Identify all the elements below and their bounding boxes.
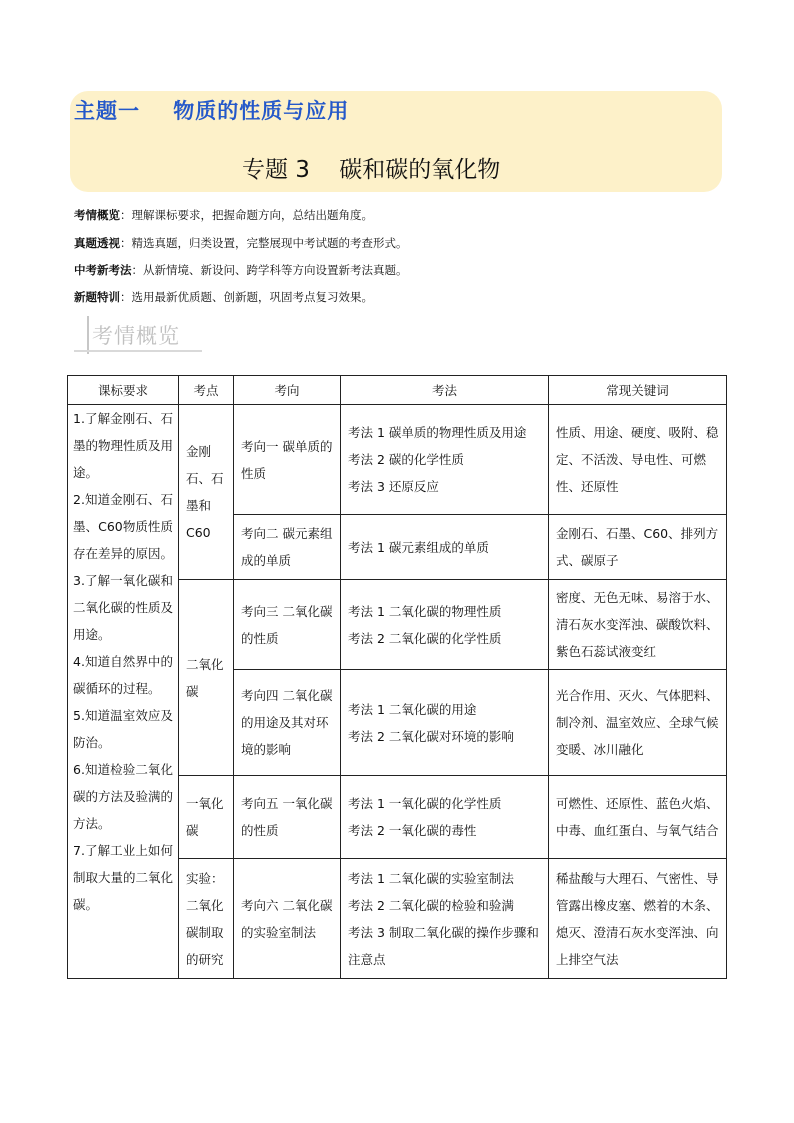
method-item: 考法 1 二氧化碳的物理性质 — [348, 603, 502, 619]
method-item: 考法 1 一氧化碳的化学性质 — [348, 796, 502, 811]
keywords-cell: 金刚石、石墨、C60、排列方式、碳原子 — [549, 515, 727, 580]
method-item: 考法 1 二氧化碳的实验室制法 — [348, 870, 514, 886]
section-heading-text: 考情概览 — [92, 324, 180, 348]
section-heading — [74, 316, 204, 356]
method-item: 考法 1 碳单质的物理性质及用途 — [348, 425, 527, 440]
methods-cell — [341, 776, 549, 859]
point-cell: 二氧化碳 — [179, 580, 234, 776]
methods-cell — [341, 515, 549, 580]
requirement-item: 2.知道金刚石、石墨、C60物质性质存在差异的原因。 — [73, 492, 174, 561]
header-cell: 课标要求 — [68, 376, 179, 405]
point-cell: 一氧化碳 — [179, 776, 234, 859]
point-cell: 金刚石、石墨和C60 — [179, 405, 234, 580]
direction-cell: 考向一 碳单质的性质 — [234, 405, 341, 515]
requirement-item: 3.了解一氧化碳和二氧化碳的性质及用途。 — [73, 573, 174, 642]
method-item: 考法 2 碳的化学性质 — [348, 452, 464, 467]
table-header-row — [68, 376, 727, 405]
header-cell: 考点 — [179, 376, 234, 405]
intro-line-1: 考情概览：理解课标要求，把握命题方向，总结出题角度。 — [74, 208, 373, 222]
section-heading-hbar — [74, 350, 202, 352]
method-item: 考法 2 二氧化碳对环境的影响 — [348, 728, 514, 744]
keywords-cell: 光合作用、灭火、气体肥料、制冷剂、温室效应、全球气候变暖、冰川融化 — [549, 670, 727, 776]
requirement-item: 7.了解工业上如何制取大量的二氧化碳。 — [73, 843, 174, 912]
keywords-cell: 稀盐酸与大理石、气密性、导管露出橡皮塞、燃着的木条、熄灭、澄清石灰水变浑浊、向上排空气法 — [549, 859, 727, 979]
requirement-item: 6.知道检验二氧化碳的方法及验满的方法。 — [73, 762, 174, 831]
method-item: 考法 2 二氧化碳的化学性质 — [348, 630, 502, 646]
method-item: 考法 3 还原反应 — [348, 479, 439, 494]
direction-cell: 考向三 二氧化碳的性质 — [234, 580, 341, 670]
topic-title: 专题 3 碳和碳的氧化物 — [242, 157, 501, 183]
section-heading-vbar — [87, 316, 89, 354]
requirement-item: 1.了解金刚石、石墨的物理性质及用途。 — [73, 411, 174, 480]
requirement-item: 5.知道温室效应及防治。 — [73, 708, 173, 750]
method-item: 考法 1 碳元素组成的单质 — [348, 539, 489, 555]
method-item: 考法 3 制取二氧化碳的操作步骤和注意点 — [348, 924, 539, 967]
direction-cell: 考向五 一氧化碳的性质 — [234, 776, 341, 859]
keywords-cell: 密度、无色无味、易溶于水、清石灰水变浑浊、碳酸饮料、紫色石蕊试液变红 — [549, 580, 727, 670]
intro-line-4: 新题特训：选用最新优质题、创新题，巩固考点复习效果。 — [74, 290, 373, 304]
theme-title: 主题一 物质的性质与应用 — [74, 99, 350, 123]
direction-cell: 考向六 二氧化碳的实验室制法 — [234, 859, 341, 979]
header-cell: 常现关键词 — [549, 376, 727, 405]
requirements-cell — [68, 405, 179, 979]
methods-cell — [341, 670, 549, 776]
method-item: 考法 2 一氧化碳的毒性 — [348, 823, 477, 838]
direction-cell: 考向四 二氧化碳的用途及其对环境的影响 — [234, 670, 341, 776]
methods-cell — [341, 859, 549, 979]
point-cell: 实验：二氧化碳制取的研究 — [179, 859, 234, 979]
requirement-item: 4.知道自然界中的碳循环的过程。 — [73, 654, 173, 696]
method-item: 考法 1 二氧化碳的用途 — [348, 701, 477, 717]
header-cell: 考法 — [341, 376, 549, 405]
intro-line-2: 真题透视：精选真题，归类设置，完整展现中考试题的考查形式。 — [74, 236, 408, 250]
methods-cell — [341, 405, 549, 515]
exam-overview-table — [67, 375, 727, 979]
method-item: 考法 2 二氧化碳的检验和验满 — [348, 897, 514, 913]
table-row — [68, 405, 727, 515]
keywords-cell: 可燃性、还原性、蓝色火焰、中毒、血红蛋白、与氧气结合 — [549, 776, 727, 859]
intro-line-3: 中考新考法：从新情境、新设问、跨学科等方向设置新考法真题。 — [74, 263, 408, 277]
header-cell: 考向 — [234, 376, 341, 405]
keywords-cell: 性质、用途、硬度、吸附、稳定、不活泼、导电性、可燃性、还原性 — [549, 405, 727, 515]
methods-cell — [341, 580, 549, 670]
direction-cell: 考向二 碳元素组成的单质 — [234, 515, 341, 580]
